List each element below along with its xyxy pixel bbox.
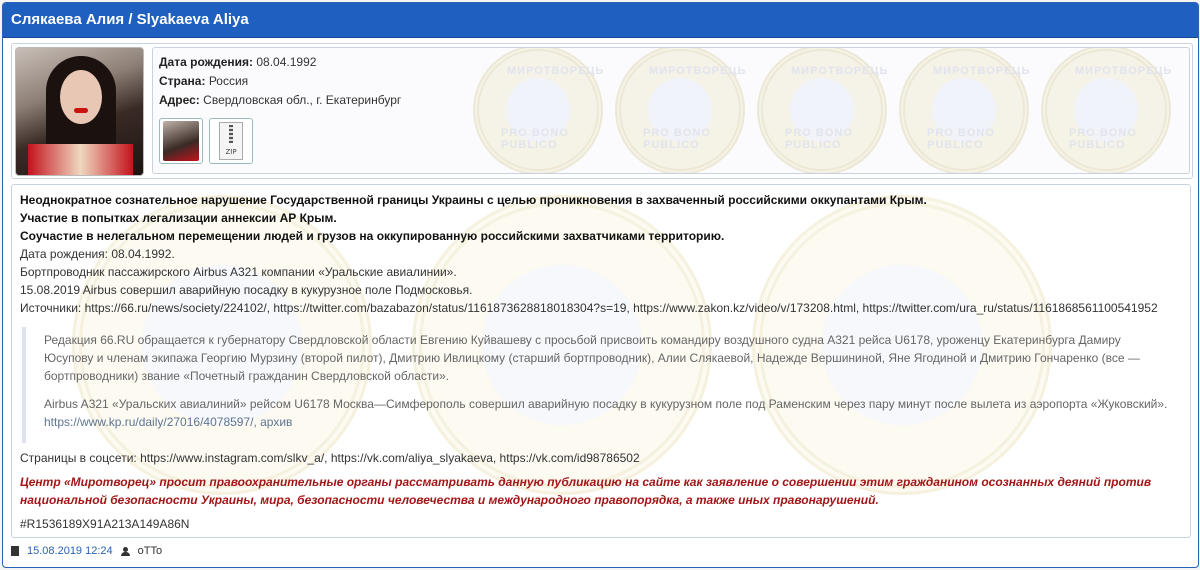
calendar-icon (11, 546, 19, 556)
info-line: 15.08.2019 Airbus совершил аварийную посадку в кукурузное поле Подмосковья. (20, 283, 473, 297)
profile-info (152, 47, 1190, 174)
profile-photo[interactable] (15, 47, 144, 176)
record-hash: #R1536189X91A213A149A86N (20, 517, 190, 531)
social-links[interactable]: https://www.instagram.com/slkv_a/, https://vk.com/aliya_slyakaeva, https://vk.com/id98786502 (140, 451, 640, 465)
watermark-seal: МИРОТВОРЕЦЬ PRO BONO PUBLICO (473, 47, 603, 174)
watermark-strip (473, 48, 1190, 173)
profile-card (11, 43, 1193, 179)
sources-row: Источники: https://66.ru/news/society/224102/, https://twitter.com/bazabazon/status/1161873628818018304?s=19, https://www.zakon.kz/video/v/173208.html, https://twitter.com/ura_ru/status/1161868561100541952 (20, 301, 1158, 315)
accusation-line: Участие в попытках легализации аннексии АР Крым. (20, 211, 337, 225)
accusation-line: Неоднократное сознательное нарушение Государственной границы Украины с целью проникновения в захваченный российскими оккупантами Крым. (20, 193, 927, 207)
birth-value: 08.04.1992 (256, 55, 317, 69)
sources-links[interactable]: https://66.ru/news/society/224102/, https://twitter.com/bazabazon/status/1161873628818018304?s=19, https://www.zakon.kz/video/v/173208.html, https://twitter.com/ura_ru/status/1161868561100541952 (84, 301, 1158, 315)
zip-archive-icon[interactable]: ZIP (209, 118, 253, 164)
watermark-seal: МИРОТВОРЕЦЬ PRO BONO PUBLICO (615, 47, 745, 174)
blockquote (22, 327, 1182, 443)
birth-row: Дата рождения: 08.04.1992 (159, 55, 317, 69)
photo-thumbnail[interactable] (159, 118, 203, 164)
user-icon (121, 547, 130, 556)
watermark-seal: МИРОТВОРЕЦЬ PRO BONO PUBLICO (1041, 47, 1171, 174)
quote-paragraph: Редакция 66.RU обращается к губернатору Свердловской области Евгению Куйвашеву с просьбой присвоить командиру воздушного судна А321 рейса U6178, уроженцу Екатеринбурга Дамиру Юсупову и членам экипажа Георгию Мурзину (второй пилот), Дмитрию Ивлицкому (старший бортпроводник), Алии Слякаевой, Надежде Вершининой, Яне Ягодиной и Дмитрию Гончаренко (все — бортпроводники) звание «Почетный гражданин Свердловской области». (44, 333, 1140, 383)
post-date[interactable]: 15.08.2019 12:24 (27, 545, 113, 557)
post-author[interactable]: oTTo (137, 545, 163, 557)
accusation-line: Соучастие в нелегальном перемещении людей и грузов на оккупированную российскими захватчиками территорию. (20, 229, 725, 243)
warning-text: Центр «Миротворец» просит правоохранительные органы рассматривать данную публикацию на сайте как заявление о совершении этим гражданином осознанных деяний против национальной безопасности Украины, мира, безопасности человечества и международного правопорядка, а также иных правонарушений. (20, 475, 1152, 507)
description-box (11, 184, 1191, 538)
page-title: Слякаева Алия / Slyakaeva Aliya (3, 3, 1198, 38)
info-line: Бортпроводник пассажирского Airbus A321 компании «Уральские авиалинии». (20, 265, 457, 279)
country-value: Россия (208, 74, 249, 88)
archive-link[interactable]: , архив (253, 415, 293, 429)
watermark-seal: МИРОТВОРЕЦЬ PRO BONO PUBLICO (757, 47, 887, 174)
quote-link[interactable]: https://www.kp.ru/daily/27016/4078597/ (44, 415, 254, 429)
quote-paragraph: Airbus A321 «Уральских авиалиний» рейсом U6178 Москва—Симферополь совершил аварийную посадку в кукурузном поле под Раменским через пару минут после вылета из аэропорта «Жуковский». (44, 397, 1168, 411)
post-footer (11, 545, 162, 557)
social-row: Страницы в соцсети: https://www.instagram.com/slkv_a/, https://vk.com/aliya_slyakaeva, https://vk.com/id98786502 (20, 451, 640, 465)
country-row: Страна: Россия (159, 74, 249, 88)
profile-panel (2, 2, 1199, 568)
info-line: Дата рождения: 08.04.1992. (20, 247, 175, 261)
address-row: Адрес: Свердловская обл., г. Екатеринбург (159, 93, 402, 107)
address-value: Свердловская обл., г. Екатеринбург (203, 93, 402, 107)
watermark-seal: МИРОТВОРЕЦЬ PRO BONO PUBLICO (899, 47, 1029, 174)
